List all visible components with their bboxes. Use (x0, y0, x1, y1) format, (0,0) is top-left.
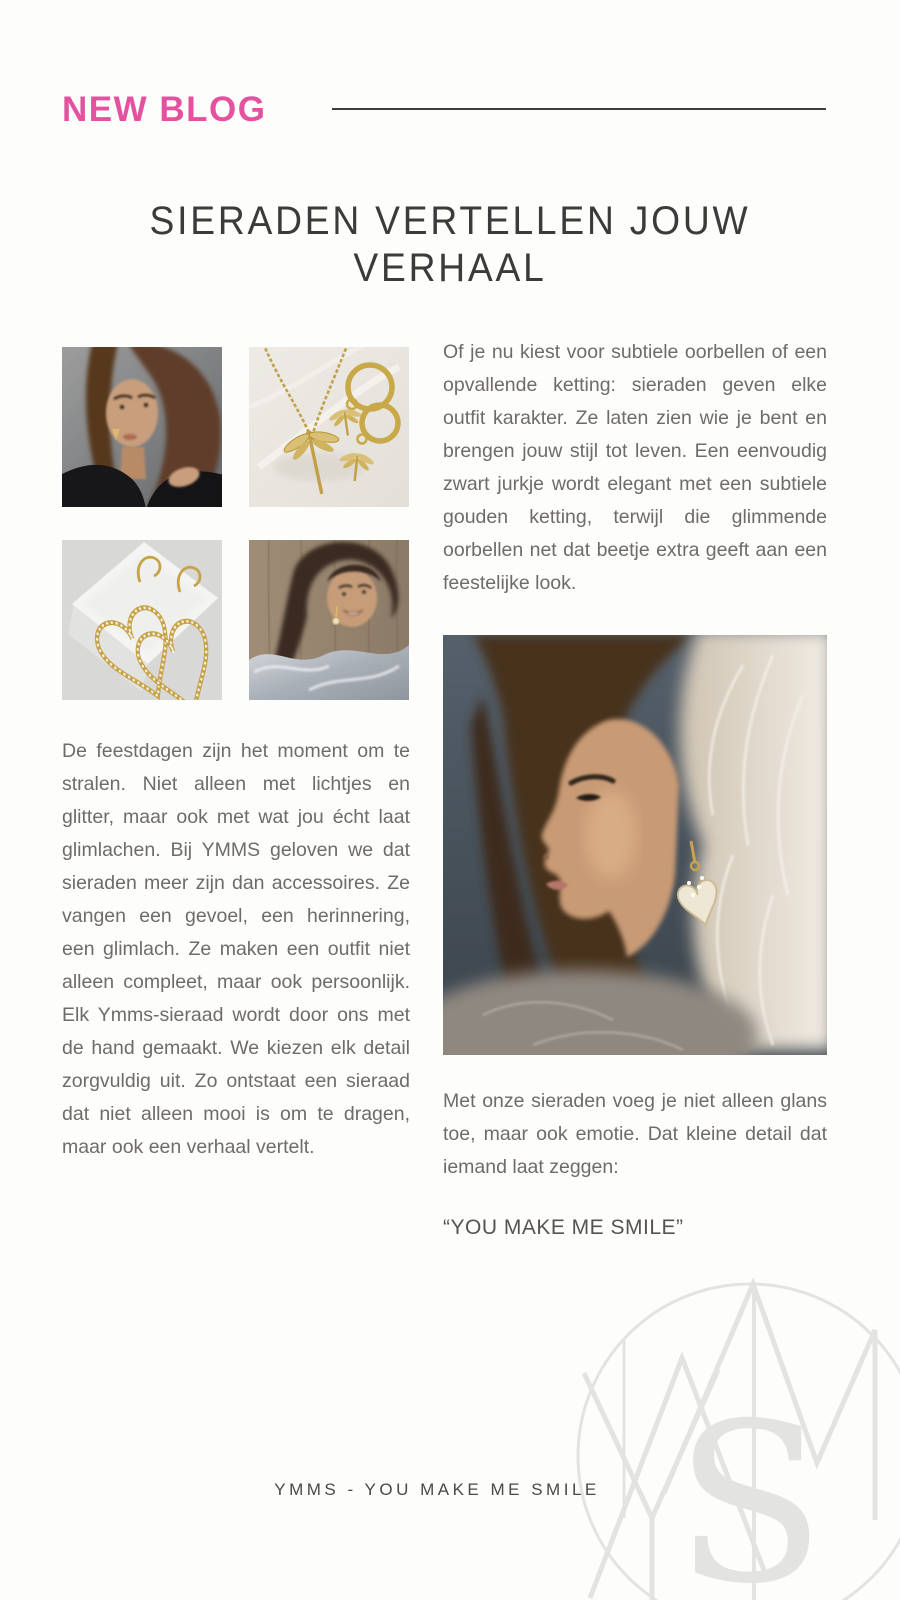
page-title-line2: VERHAAL (353, 246, 547, 290)
article-outro: Met onze sieraden voeg je niet alleen glans toe, maar ook emotie. Dat kleine detail dat iemand laat zeggen: (443, 1090, 827, 1178)
model-profile-fur-image (443, 635, 827, 1055)
footer-tagline: YMMS - YOU MAKE ME SMILE (274, 1480, 600, 1499)
article-quote: “YOU MAKE ME SMILE” (443, 1216, 684, 1239)
eyebrow-label: NEW BLOG (62, 90, 267, 129)
gold-dragonfly-jewelry-image (249, 347, 409, 507)
page-title-line1: SIERADEN VERTELLEN JOUW (149, 199, 751, 243)
photo-feature-portrait (443, 635, 827, 1055)
left-column (62, 347, 410, 1164)
photo-model-portrait-dark (62, 347, 222, 507)
photo-grid (62, 347, 410, 700)
photo-gold-dragonfly-jewelry (249, 347, 409, 507)
article-intro: Of je nu kiest voor subtiele oorbellen of een opvallende ketting: sieraden geven elke outfit karakter. Ze laten zien wie je bent en brengen jouw stijl tot leven. Een eenvoudig zwart jurkje wordt elegant met een subtiele gouden ketting, terwijl die glimmende oorbellen net dat beetje extra geeft aan een feestelijke look. (443, 341, 827, 594)
model-portrait-dark-image (62, 347, 222, 507)
right-column (443, 336, 827, 1261)
photo-model-smiling (249, 540, 409, 700)
photo-gold-heart-earrings-box (62, 540, 222, 700)
header-rule (332, 108, 826, 110)
monogram-s-letter: S (674, 1376, 826, 1600)
ymms-monogram-watermark (572, 1278, 900, 1600)
page-title (32, 198, 869, 292)
article-body: De feestdagen zijn het moment om te stralen. Niet alleen met lichtjes en glitter, maar ook met wat jou écht laat glimlachen. Bij YMMS geloven we dat sieraden meer zijn dan accessoires. Ze vangen een gevoel, een herinnering, een glimlach. Ze maken een outfit niet alleen compleet, maar ook persoonlijk. Elk Ymms-sieraad wordt door ons met de hand gemaakt. We kiezen elk detail zorgvuldig uit. Zo ontstaat een sieraad dat niet alleen mooi is om te dragen, maar ook een verhaal vertelt. (62, 740, 410, 1158)
gold-heart-earrings-image (62, 540, 222, 700)
model-smiling-image (249, 540, 409, 700)
